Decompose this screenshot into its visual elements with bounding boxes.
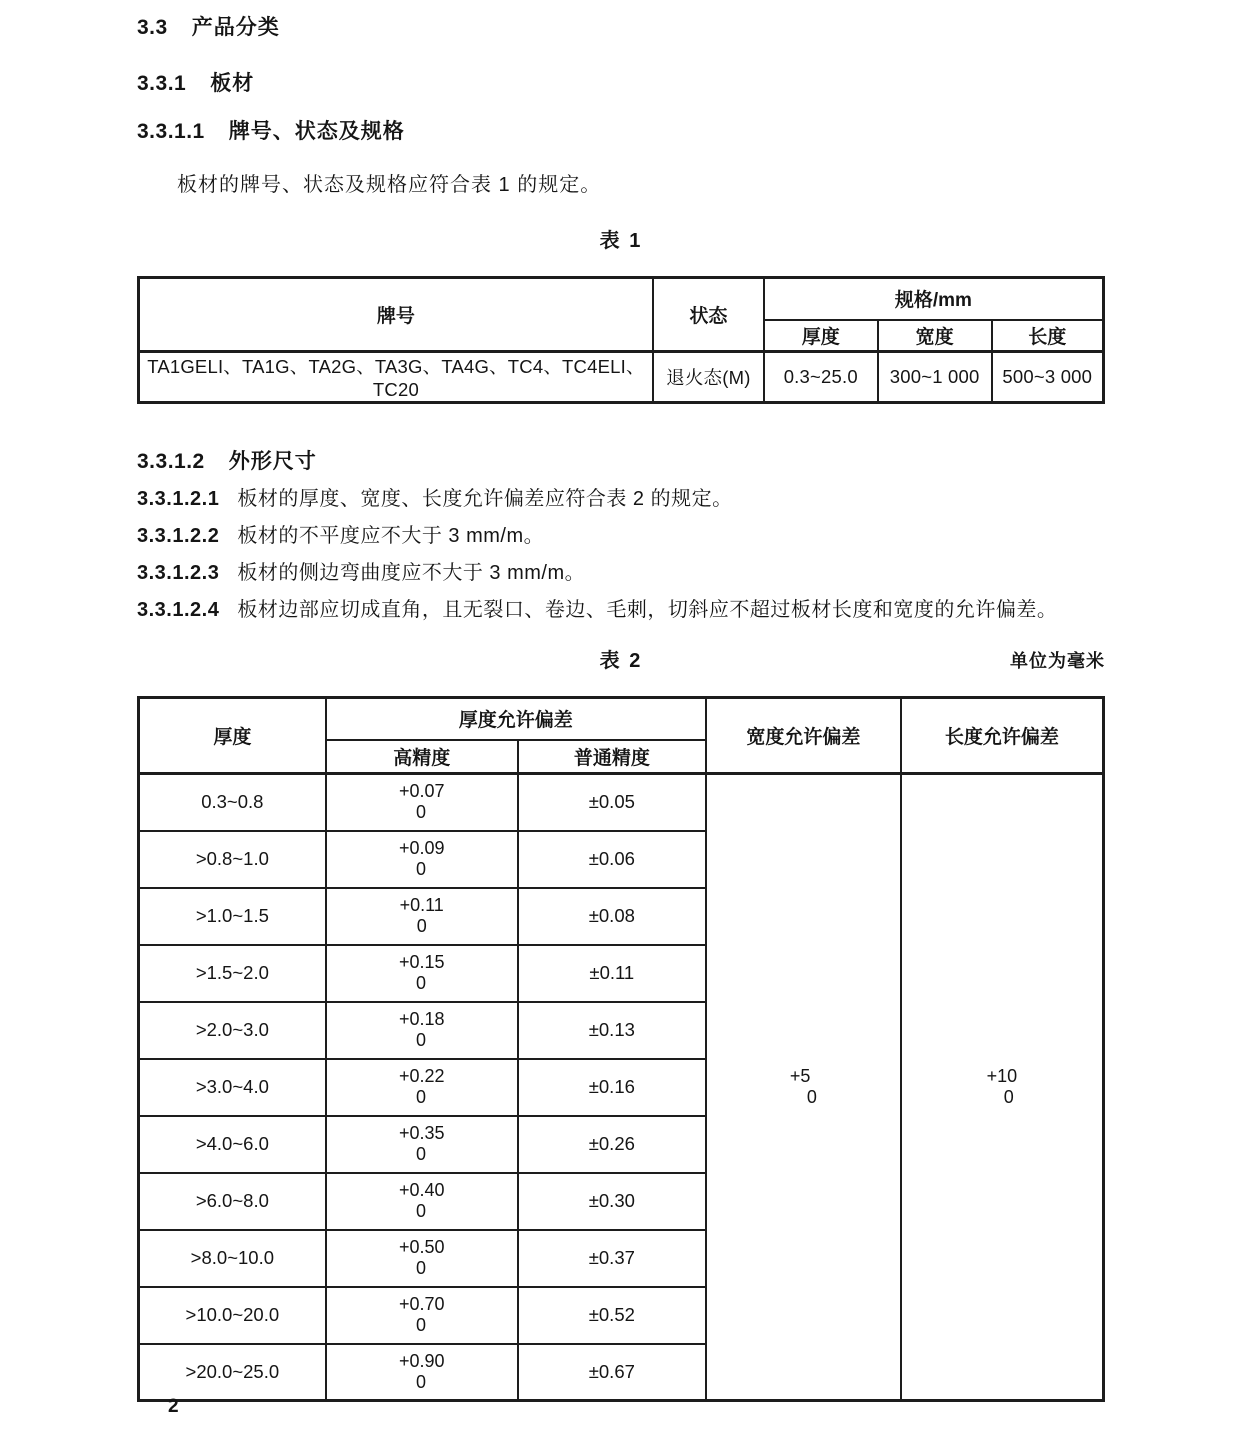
table1-header-row1: [139, 278, 1104, 320]
section-number: 3.3.1.1: [137, 120, 205, 143]
clause-number: 3.3.1.2.4: [137, 599, 220, 621]
table2-cell-high-precision: [326, 888, 518, 945]
tolerance-lower: 0: [416, 1257, 427, 1278]
tolerance-lower: 0: [416, 1086, 427, 1107]
section-heading-3-3-1: [137, 72, 1105, 96]
table2-header-width-tol: 宽度允许偏差: [706, 698, 901, 774]
tolerance-lower: 0: [416, 1200, 427, 1221]
high-precision-tolerance: [399, 952, 445, 993]
section-title: 板材: [210, 72, 255, 95]
table2-cell-high-precision: [326, 1344, 518, 1401]
table2-cell-high-precision: [326, 831, 518, 888]
table2-header-thickness: 厚度: [139, 698, 326, 774]
table1-cell-thickness: 0.3~25.0: [764, 352, 878, 403]
section-heading-3-3: [137, 16, 1105, 40]
table1-data-row: [139, 352, 1104, 403]
table2-cell-thickness-range: >3.0~4.0: [139, 1059, 326, 1116]
section-heading-3-3-1-1: [137, 120, 1105, 144]
table2-cell-thickness-range: 0.3~0.8: [139, 774, 326, 831]
table2-cell-thickness-range: >2.0~3.0: [139, 1002, 326, 1059]
table2-cell-high-precision: [326, 945, 518, 1002]
clause-text: 板材的厚度、宽度、长度允许偏差应符合表 2 的规定。: [237, 488, 733, 510]
section-title: 产品分类: [191, 16, 280, 39]
table2-cell-thickness-range: >1.5~2.0: [139, 945, 326, 1002]
table2-cell-high-precision: [326, 1116, 518, 1173]
table2-caption-row: [137, 648, 1105, 674]
tolerance-upper: +10: [986, 1066, 1018, 1087]
tolerance-upper: +0.15: [398, 952, 445, 973]
table1-cell-width: 300~1 000: [878, 352, 992, 403]
table2-cell-normal-precision: ±0.67: [518, 1344, 706, 1401]
table2-header-length-tol: 长度允许偏差: [901, 698, 1104, 774]
tolerance-lower: 0: [416, 1314, 427, 1335]
table1-cell-grade: TA1GELI、TA1G、TA2G、TA3G、TA4G、TC4、TC4ELI、TC20: [139, 352, 653, 403]
tolerance-upper: +5: [789, 1066, 811, 1087]
table2-cell-normal-precision: ±0.30: [518, 1173, 706, 1230]
table2-cell-normal-precision: ±0.37: [518, 1230, 706, 1287]
table2-cell-normal-precision: ±0.52: [518, 1287, 706, 1344]
high-precision-tolerance: [399, 1009, 445, 1050]
table1: [137, 276, 1105, 404]
table2-cell-normal-precision: ±0.08: [518, 888, 706, 945]
table2-row: [139, 774, 1104, 831]
table2-cell-thickness-range: >0.8~1.0: [139, 831, 326, 888]
table2-cell-thickness-range: >8.0~10.0: [139, 1230, 326, 1287]
page-number: 2: [168, 1396, 179, 1417]
high-precision-tolerance: [399, 1066, 445, 1107]
tolerance-lower: 0: [1003, 1086, 1014, 1107]
tolerance-lower: 0: [416, 1029, 427, 1050]
table2-cell-normal-precision: ±0.11: [518, 945, 706, 1002]
clause-3-3-1-2-2: [137, 524, 1105, 548]
clause-3-3-1-2-1: [137, 487, 1105, 511]
table2-header-high-precision: 高精度: [326, 740, 518, 774]
high-precision-tolerance: [399, 1294, 445, 1335]
table2-header-normal-precision: 普通精度: [518, 740, 706, 774]
table2-cell-high-precision: [326, 1059, 518, 1116]
table2-header-thickness-tol: 厚度允许偏差: [326, 698, 706, 740]
table2-cell-high-precision: [326, 1002, 518, 1059]
high-precision-tolerance: [399, 1123, 445, 1164]
table2-cell-thickness-range: >10.0~20.0: [139, 1287, 326, 1344]
table2-cell-high-precision: [326, 774, 518, 831]
table2-caption: 表 2: [599, 650, 643, 672]
section-number: 3.3.1.2: [137, 450, 205, 473]
tolerance-upper: +0.35: [398, 1123, 445, 1144]
section-number: 3.3.1: [137, 72, 187, 95]
table1-cell-length: 500~3 000: [992, 352, 1104, 403]
width-tolerance: [790, 1066, 817, 1107]
tolerance-lower: 0: [416, 858, 427, 879]
table1-header-state: 状态: [653, 278, 764, 352]
intro-paragraph: 板材的牌号、状态及规格应符合表 1 的规定。: [177, 174, 602, 196]
tolerance-lower: 0: [416, 915, 427, 936]
section-title: 外形尺寸: [228, 450, 317, 473]
table2-cell-width-tolerance: [706, 774, 901, 1401]
table2-cell-normal-precision: ±0.05: [518, 774, 706, 831]
table1-cell-state: 退火态(M): [653, 352, 764, 403]
table2-cell-thickness-range: >6.0~8.0: [139, 1173, 326, 1230]
table2-cell-high-precision: [326, 1173, 518, 1230]
table2-cell-thickness-range: >20.0~25.0: [139, 1344, 326, 1401]
table2-cell-normal-precision: ±0.16: [518, 1059, 706, 1116]
section-number: 3.3: [137, 16, 168, 39]
table1-header-spec-group: 规格/mm: [764, 278, 1104, 320]
table1-header-thickness: 厚度: [764, 320, 878, 352]
table2-cell-high-precision: [326, 1230, 518, 1287]
clause-number: 3.3.1.2.2: [137, 525, 220, 547]
tolerance-lower: 0: [416, 972, 427, 993]
clause-text: 板材边部应切成直角，且无裂口、卷边、毛刺，切斜应不超过板材长度和宽度的允许偏差。: [237, 599, 1058, 621]
high-precision-tolerance: [399, 781, 445, 822]
tolerance-lower: 0: [806, 1086, 817, 1107]
clause-3-3-1-2-4: [137, 598, 1105, 622]
table2-cell-length-tolerance: [901, 774, 1104, 1401]
clause-number: 3.3.1.2.1: [137, 488, 220, 510]
table2-cell-thickness-range: >4.0~6.0: [139, 1116, 326, 1173]
table2-header: [139, 698, 1104, 774]
tolerance-upper: +0.22: [398, 1066, 445, 1087]
table2-cell-high-precision: [326, 1287, 518, 1344]
table2-cell-normal-precision: ±0.13: [518, 1002, 706, 1059]
tolerance-upper: +0.70: [398, 1294, 445, 1315]
tolerance-upper: +0.07: [398, 781, 445, 802]
high-precision-tolerance: [399, 1180, 445, 1221]
length-tolerance: [987, 1066, 1018, 1107]
high-precision-tolerance: [399, 1237, 445, 1278]
section-title: 牌号、状态及规格: [228, 120, 405, 143]
tolerance-upper: +0.90: [398, 1350, 445, 1371]
high-precision-tolerance: [399, 1351, 445, 1392]
clause-text: 板材的侧边弯曲度应不大于 3 mm/m。: [237, 562, 586, 584]
tolerance-upper: +0.40: [398, 1180, 445, 1201]
table2-cell-normal-precision: ±0.26: [518, 1116, 706, 1173]
clause-text: 板材的不平度应不大于 3 mm/m。: [237, 525, 545, 547]
table1-header-grade: 牌号: [139, 278, 653, 352]
table1-header-length: 长度: [992, 320, 1104, 352]
tolerance-upper: +0.18: [398, 1009, 445, 1030]
page-content: [137, 0, 1105, 1402]
table2-cell-thickness-range: >1.0~1.5: [139, 888, 326, 945]
tolerance-upper: +0.11: [399, 895, 444, 916]
clause-3-3-1-2-3: [137, 561, 1105, 585]
table2-body: [139, 774, 1104, 1401]
tolerance-upper: +0.09: [398, 838, 445, 859]
table2-unit-note: 单位为毫米: [1010, 651, 1105, 671]
clause-number: 3.3.1.2.3: [137, 562, 220, 584]
section-heading-3-3-1-2: [137, 450, 1105, 474]
table1-header-width: 宽度: [878, 320, 992, 352]
tolerance-lower: 0: [416, 1143, 427, 1164]
tolerance-lower: 0: [416, 1371, 427, 1392]
table2-header-row1: [139, 698, 1104, 740]
table2: [137, 696, 1105, 1402]
tolerance-lower: 0: [416, 802, 427, 823]
high-precision-tolerance: [399, 838, 445, 879]
table1-caption-row: [137, 228, 1105, 254]
tolerance-upper: +0.50: [398, 1237, 445, 1258]
table1-caption: 表 1: [599, 230, 643, 252]
table2-cell-normal-precision: ±0.06: [518, 831, 706, 888]
high-precision-tolerance: [400, 895, 444, 936]
